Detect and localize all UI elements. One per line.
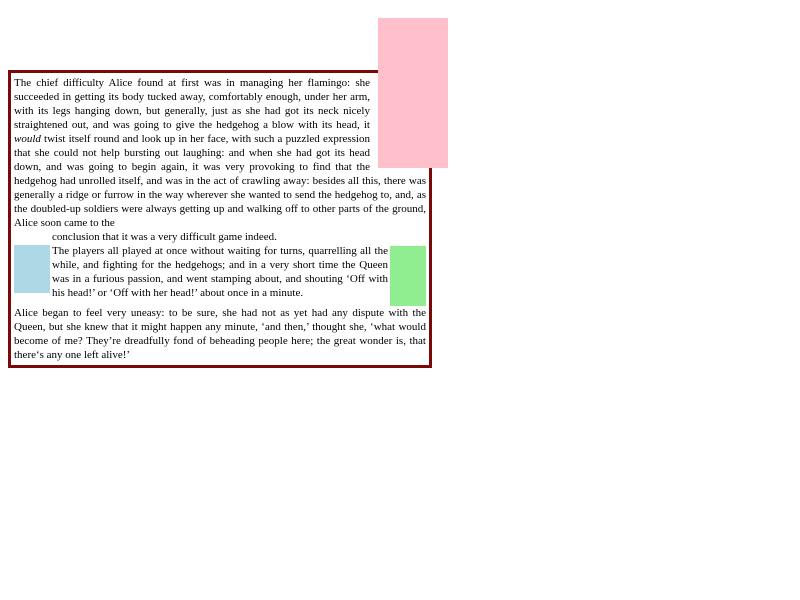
paragraph-2: The players all played at once without waiting for turns, quarrelling all the while, and fighting for the hedgehogs; and in a very short time the Queen was in a furious passion, and went stamping about, and shouting ‘Off with his head!’ or ‘Off with her head!’ about once in a minute. <box>52 245 388 299</box>
paragraph-1-text-a: The chief difficulty Alice found at first was in managing her flamingo: she succeeded in getting its body tucked away, comfortably enough, under her arm, with its legs hanging down, but generally, just as she had got its neck nicely straightened out, and was going to give the hedgehog a blow with its head, it <box>14 77 370 131</box>
paragraph-1-end: conclusion that it was a very difficult game indeed. <box>52 231 277 243</box>
middle-block <box>14 244 426 300</box>
paragraph-3: Alice began to feel very uneasy: to be sure, she had not as yet had any dispute with the Queen, but she knew that it might happen any minute, ‘and then,’ thought she, ‘what would become of me? They’re dreadfully fond of beheading people here; the great wonder is, that there‘s any one left alive!’ <box>14 307 426 361</box>
paragraph-1-text-b: twist itself round and look up in her face, with such a puzzled expression that she could not help bursting out laughing: and when she had got its head down, and was going to begin again, it was very provoking to find that the hedgehog had unrolled itself, and was in the act of crawling away: besides all this, there was generally a ridge or furrow in the way wherever she wanted to send the hedgehog to, and, as the doubled-up soldiers were always getting up and walking off to other parts of the ground, Alice soon came to the <box>14 133 426 229</box>
paragraph-1 <box>14 76 426 230</box>
pink-float-box <box>378 18 448 168</box>
blue-float-box <box>14 245 50 293</box>
paragraph-1-italic: would <box>14 133 41 145</box>
text-frame <box>8 70 432 368</box>
green-float-box <box>390 246 426 306</box>
